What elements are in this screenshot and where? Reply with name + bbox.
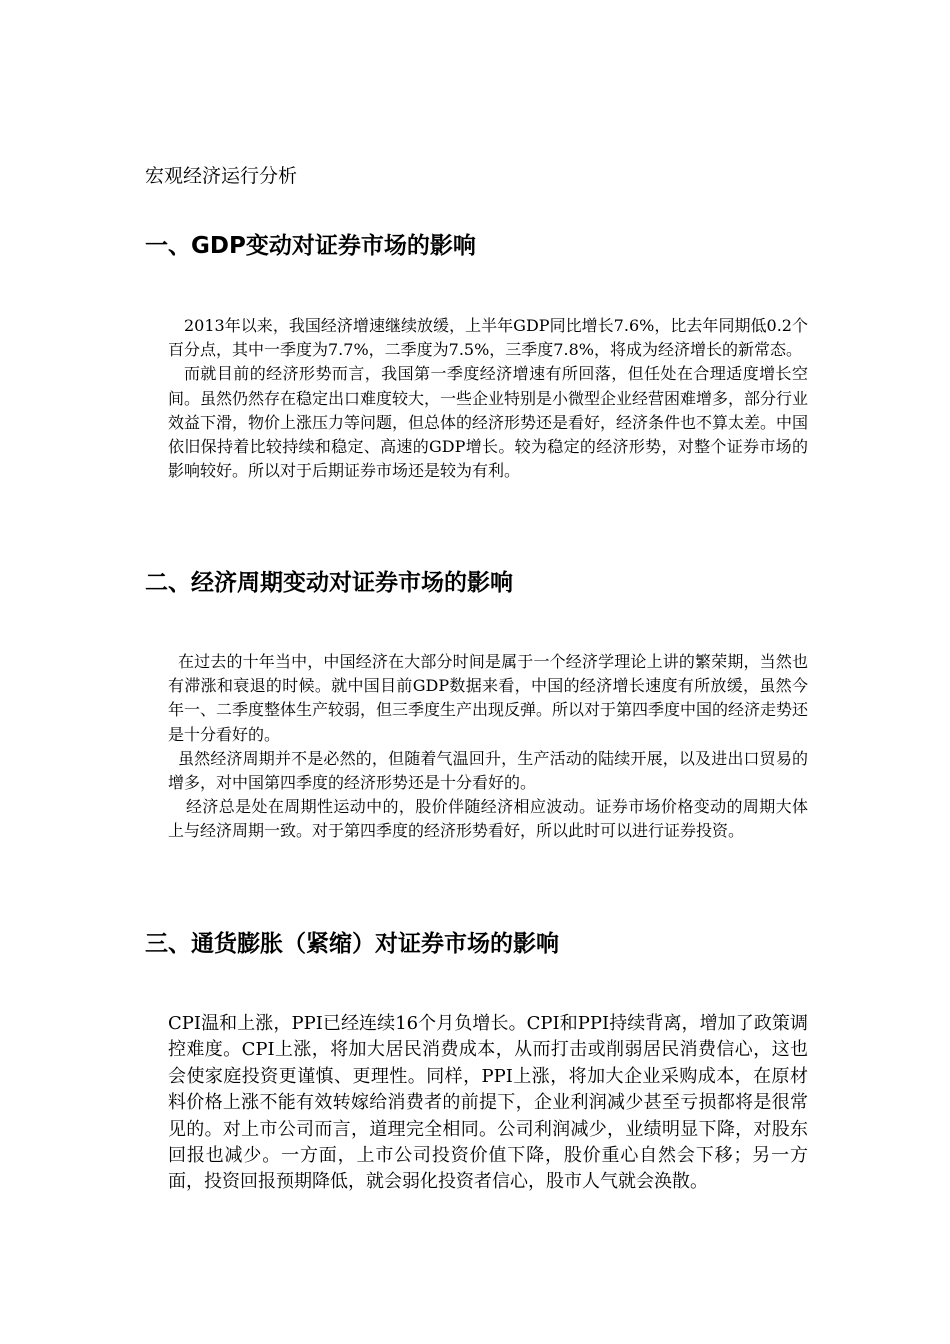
paragraph: 在过去的十年当中，中国经济在大部分时间是属于一个经济学理论上讲的繁荣期，当然也有滞涨和衰退的时候。就中国目前GDP数据来看，中国的经济增长速度有所放缓，虽然今年一、二季度整体生产较弱，但三季度生产出现反弹。所以对于第四季度中国的经济走势还是十分看好的。 [168, 652, 809, 744]
document-title: 宏观经济运行分析 [145, 165, 298, 187]
paragraph: 而就目前的经济形势而言，我国第一季度经济增速有所回落，但任处在合理适度增长空间。虽然仍然存在稳定出口难度较大，一些企业特别是小微型企业经营困难增多，部分行业效益下滑，物价上涨压力等问题，但总体的经济形势还是看好，经济条件也不算太差。中国依旧保持着比较持续和稳定、高速的GDP增长。较为稳定的经济形势，对整个证券市场的影响较好。所以对于后期证券市场还是较为有利。 [168, 364, 809, 481]
paragraph: 经济总是处在周期性运动中的，股价伴随经济相应波动。证券市场价格变动的周期大体上与经济周期一致。对于第四季度的经济形势看好，所以此时可以进行证券投资。 [168, 797, 808, 841]
section-heading-inflation: 三、通货膨胀（紧缩）对证券市场的影响 [145, 931, 559, 957]
paragraph: 虽然经济周期并不是必然的，但随着气温回升，生产活动的陆续开展，以及进出口贸易的增多，对中国第四季度的经济形势还是十分看好的。 [168, 748, 808, 793]
section-body-economic-cycle [168, 650, 808, 844]
section-body-inflation [168, 1011, 808, 1196]
section-body-gdp [168, 314, 808, 483]
paragraph: CPI温和上涨，PPI已经连续16个月负增长。CPI和PPI持续背离，增加了政策调控难度。CPI上涨，将加大居民消费成本，从而打击或削弱居民消费信心，这也会使家庭投资更谨慎、更理性。同样，PPI上涨，将加大企业采购成本，在原材料价格上涨不能有效转嫁给消费者的前提下，企业利润减少甚至亏损都将是很常见的。对上市公司而言，道理完全相同。公司利润减少，业绩明显下降，对股东回报也减少。一方面，上市公司投资价值下降，股价重心自然会下移；另一方面，投资回报预期降低，就会弱化投资者信心，股市人气就会涣散。 [168, 1013, 808, 1193]
section-heading-gdp: 一、GDP变动对证券市场的影响 [145, 233, 476, 259]
section-heading-economic-cycle: 二、经济周期变动对证券市场的影响 [145, 570, 513, 596]
paragraph: 2013年以来，我国经济增速继续放缓，上半年GDP同比增长7.6%，比去年同期低0.2个百分点，其中一季度为7.7%，二季度为7.5%，三季度7.8%，将成为经济增长的新常态。 [168, 316, 808, 360]
